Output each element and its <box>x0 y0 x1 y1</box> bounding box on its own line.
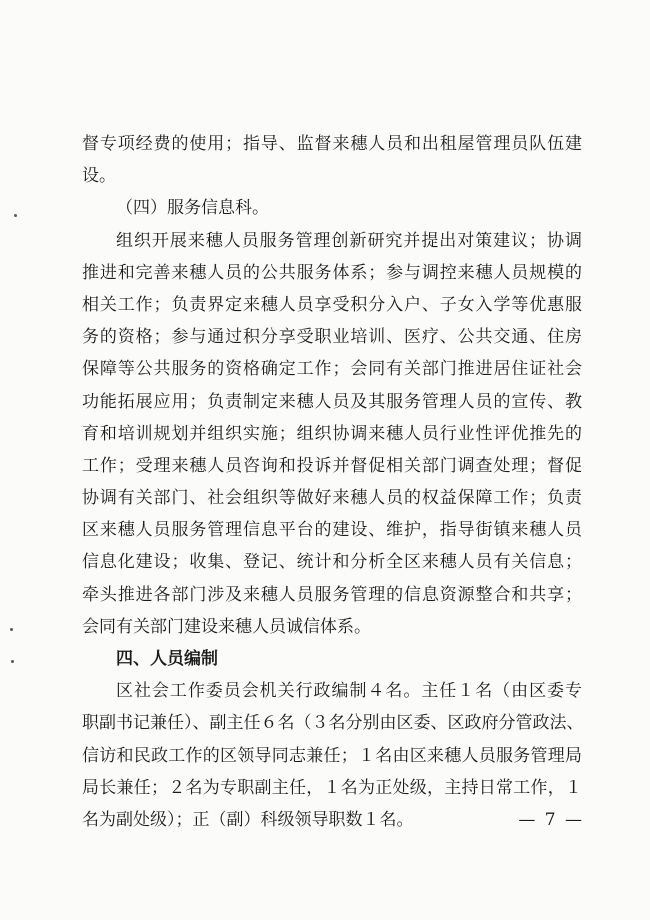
text-line: 名为副处级）；正（副）科级领导职数１名。 <box>82 809 414 830</box>
text-line: 职副书记兼任）、副主任６名（３名分别由区委、区政府分管政法、 <box>82 713 584 734</box>
scan-speck <box>11 660 14 663</box>
text-line: 督专项经费的使用；指导、监督来穗人员和出租屋管理员队伍建 <box>82 134 582 154</box>
document-body <box>82 128 582 836</box>
section-heading: （四）服务信息科。 <box>116 198 269 219</box>
text-line: 协调有关部门、社会组织等做好来穗人员的权益保障工作；负责 <box>82 488 582 509</box>
scan-speck <box>10 628 13 631</box>
text-line: 信息化建设；收集、登记、统计和分析全区来穗人员有关信息； <box>82 552 582 573</box>
text-line: 局长兼任；２名为专职副主任，１名为正处级，主持日常工作，１ <box>82 777 582 798</box>
text-line: 区社会工作委员会机关行政编制４名。主任１名（由区委专 <box>116 681 582 702</box>
text-line: 推进和完善来穗人员的公共服务体系；参与调控来穗人员规模的 <box>82 262 582 283</box>
text-line: 设。 <box>82 166 116 187</box>
text-line: 工作；受理来穗人员咨询和投诉并督促相关部门调查处理；督促 <box>82 455 582 476</box>
text-line: 育和培训规划并组织实施；组织协调来穗人员行业性评优推先的 <box>82 423 582 444</box>
text-line: 保障等公共服务的资格确定工作；会同有关部门推进居住证社会 <box>82 359 582 380</box>
section-heading: 四、人员编制 <box>116 649 218 669</box>
text-line: 信访和民政工作的区领导同志兼任；１名由区来穗人员服务管理局 <box>82 745 582 766</box>
text-line: 功能拓展应用；负责制定来穗人员及其服务管理人员的宣传、教 <box>82 391 582 412</box>
text-line: 牵头推进各部门涉及来穗人员服务管理的信息资源整合和共享； <box>82 584 582 605</box>
text-line: 区来穗人员服务管理信息平台的建设、维护，指导街镇来穗人员 <box>82 520 582 541</box>
scan-speck <box>14 214 17 217</box>
page-number: — 7 — <box>518 810 584 830</box>
text-line: 务的资格；参与通过积分享受职业培训、医疗、公共交通、住房 <box>82 327 582 348</box>
text-line: 相关工作；负责界定来穗人员享受积分入户、子女入学等优惠服 <box>82 294 582 315</box>
text-line: 组织开展来穗人员服务管理创新研究并提出对策建议；协调 <box>116 230 582 251</box>
text-line: 会同有关部门建设来穗人员诚信体系。 <box>82 616 371 637</box>
